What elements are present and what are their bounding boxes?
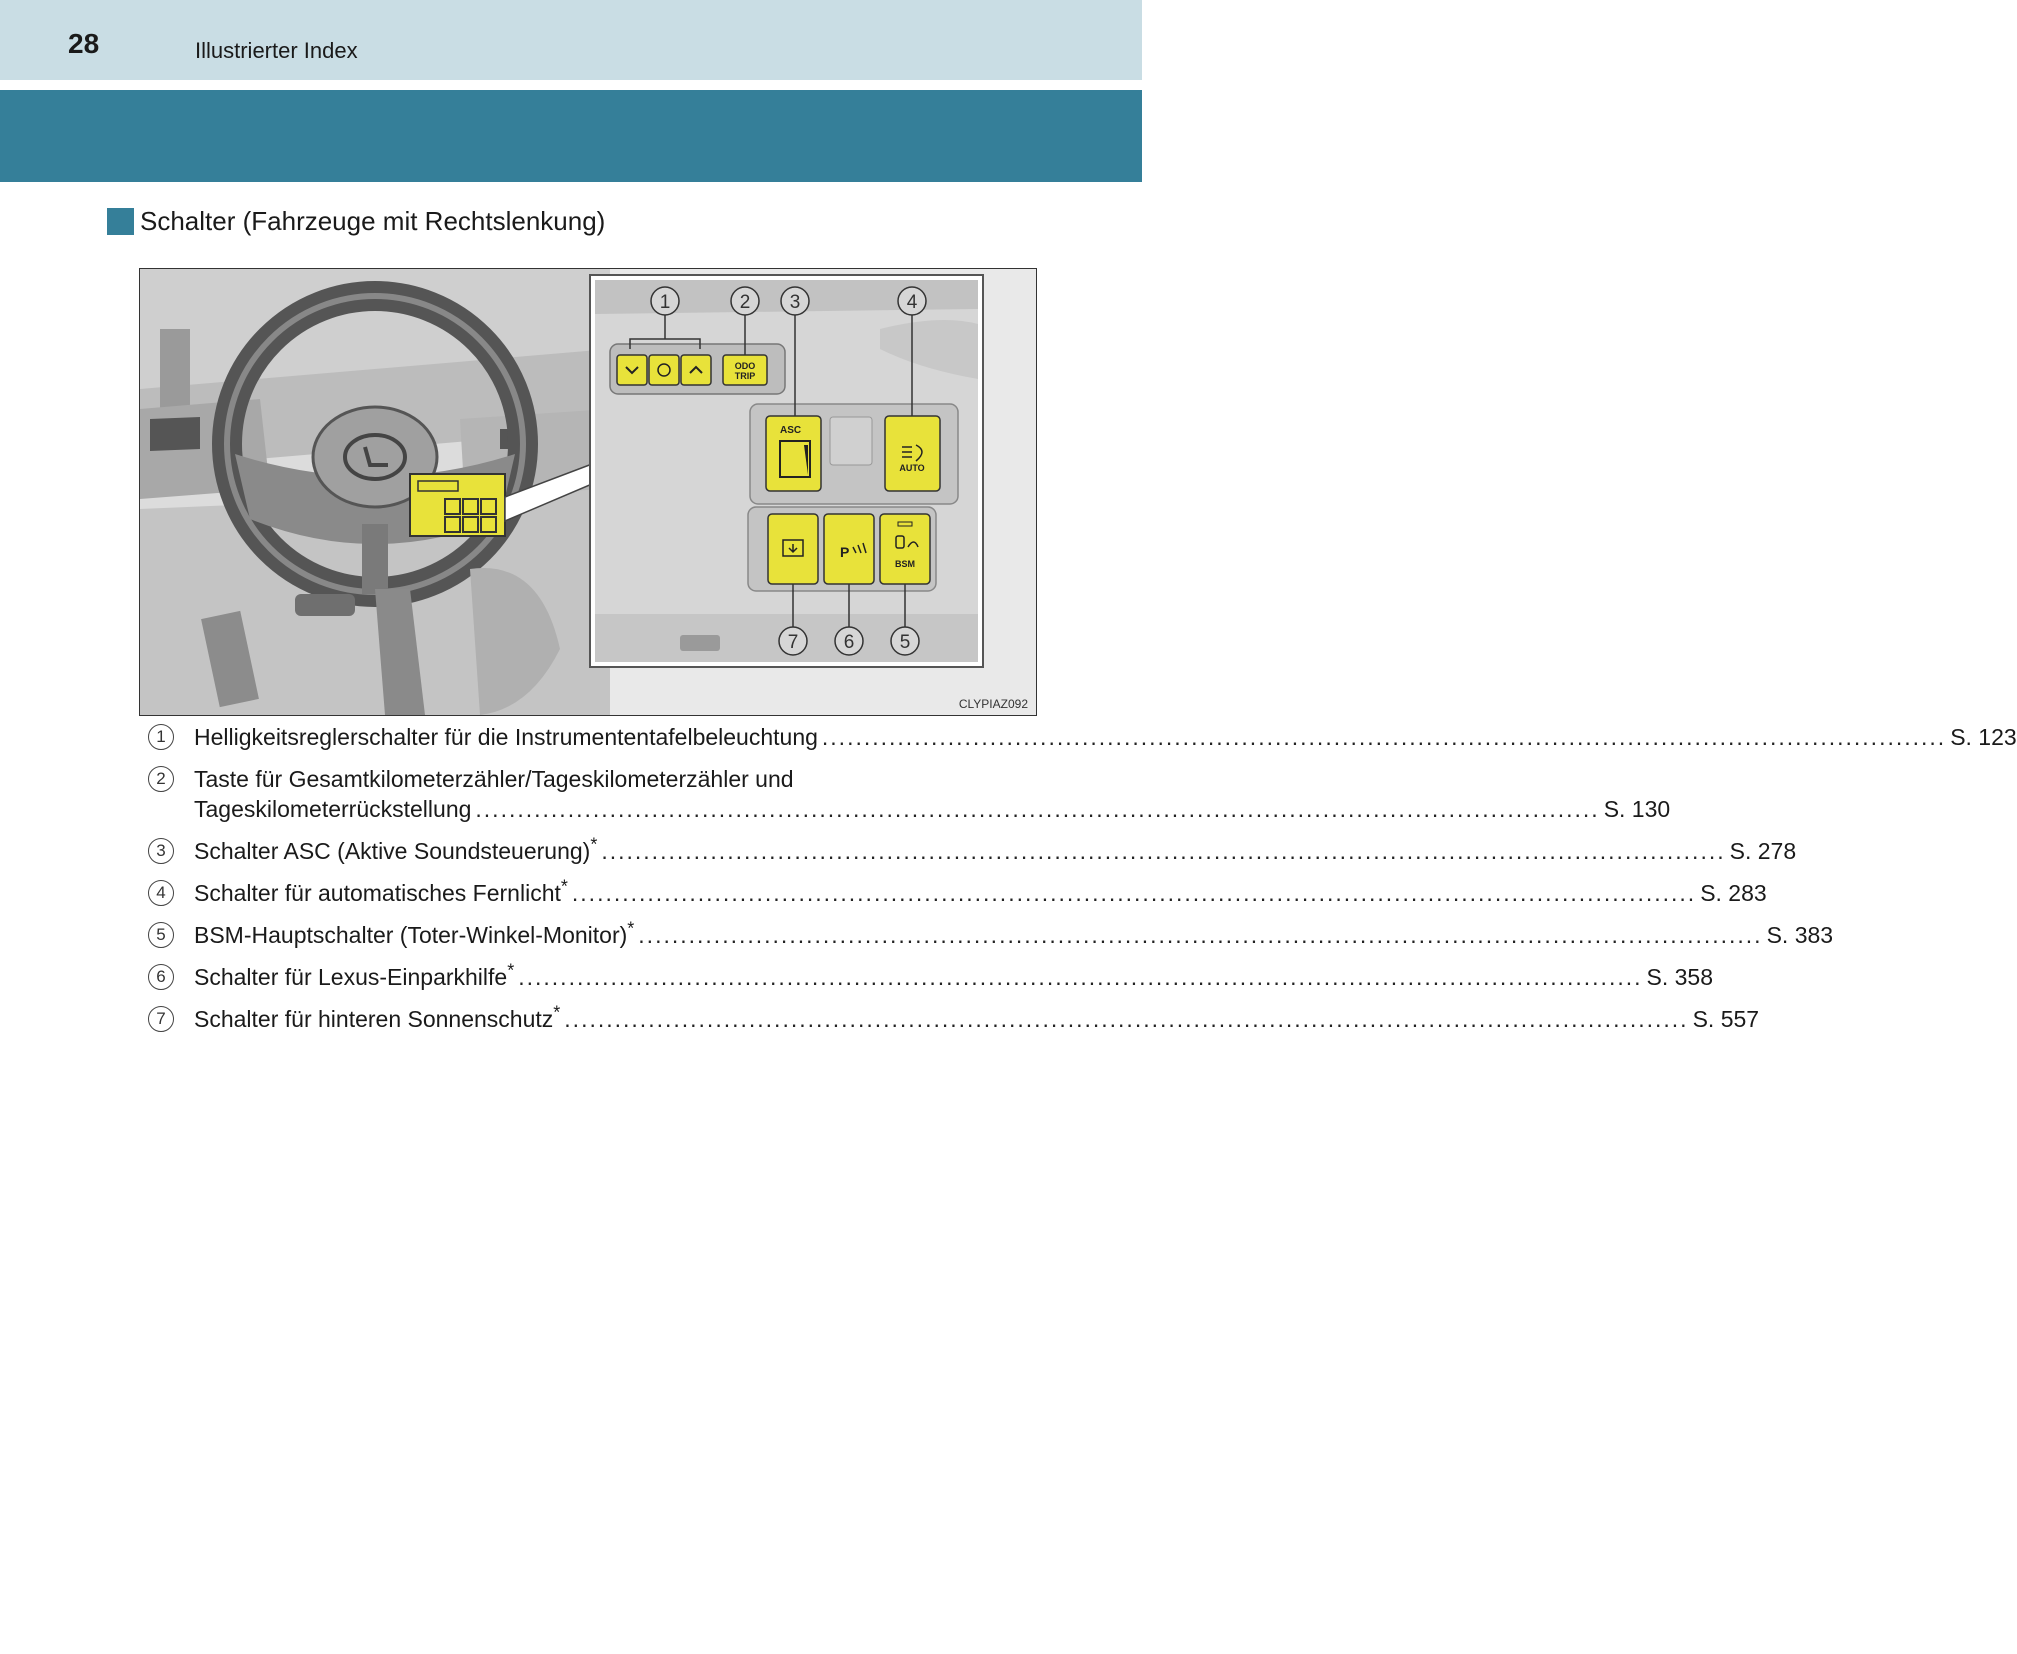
- item-label: Schalter für automatisches Fernlicht: [194, 880, 561, 906]
- trip-label: TRIP: [734, 371, 756, 381]
- section-heading: [107, 206, 605, 237]
- page-reference-link[interactable]: S. 557: [1692, 1006, 1760, 1032]
- page-reference-link[interactable]: S. 283: [1700, 880, 1767, 906]
- interior-drawing: [140, 269, 610, 715]
- item-number: 1: [148, 724, 174, 750]
- page-reference-link[interactable]: S. 358: [1646, 964, 1714, 990]
- callout-5: [891, 627, 919, 655]
- switch-index-list: [148, 722, 2017, 1046]
- item-label: Schalter ASC (Aktive Soundsteuerung): [194, 838, 591, 864]
- page-number: 28: [68, 28, 100, 59]
- item-number: 4: [148, 880, 174, 906]
- list-item: [148, 1002, 1760, 1034]
- footnote-star: *: [507, 960, 515, 981]
- item-number: 5: [148, 922, 174, 948]
- heading-square-icon: [107, 208, 134, 235]
- callout-7: [779, 627, 807, 655]
- list-item: [148, 960, 1714, 992]
- dashboard-illustration: [139, 268, 1037, 716]
- callout-1: [651, 287, 679, 315]
- callout-2: [731, 287, 759, 315]
- item-label: Helligkeitsreglerschalter für die Instrumententafelbeleuchtung: [194, 724, 818, 750]
- item-number: 6: [148, 964, 174, 990]
- svg-text:4: 4: [906, 292, 918, 313]
- figure-code: CLYPIAZ092: [958, 697, 1028, 711]
- switch-detail-panel: [590, 275, 983, 667]
- page-reference-link[interactable]: S. 278: [1729, 838, 1797, 864]
- item-label: BSM-Hauptschalter (Toter-Winkel-Monitor): [194, 922, 628, 948]
- item-number: 3: [148, 838, 174, 864]
- svg-text:6: 6: [843, 632, 855, 653]
- footnote-star: *: [560, 876, 568, 897]
- list-item: [148, 834, 1797, 866]
- leader-dots: [638, 920, 1762, 950]
- auto-label: AUTO: [899, 463, 925, 473]
- asc-label: ASC: [780, 425, 802, 436]
- svg-text:2: 2: [739, 292, 751, 313]
- list-item: [148, 918, 1834, 950]
- page-reference-link[interactable]: S. 383: [1766, 922, 1834, 948]
- item-label: Schalter für Lexus-Einparkhilfe: [194, 964, 508, 990]
- page-reference-link[interactable]: S. 130: [1603, 796, 1671, 822]
- park-label: P: [840, 544, 850, 560]
- list-item: [148, 876, 1767, 908]
- item-label: Schalter für hinteren Sonnenschutz: [194, 1006, 554, 1032]
- svg-text:3: 3: [789, 292, 801, 313]
- list-item: [148, 722, 2017, 752]
- callout-6: [835, 627, 863, 655]
- svg-text:5: 5: [899, 632, 911, 653]
- footnote-star: *: [590, 834, 598, 855]
- svg-text:7: 7: [787, 632, 799, 653]
- leader-dots: [572, 878, 1696, 908]
- item-label-continued: Tageskilometerrückstellung: [194, 796, 472, 822]
- item-label: Taste für Gesamtkilometerzähler/Tageskilometerzähler und: [194, 766, 794, 792]
- list-item: [148, 764, 1671, 824]
- header-band: [0, 0, 1142, 80]
- bsm-label: BSM: [895, 559, 915, 569]
- odo-label: ODO: [734, 361, 756, 371]
- heading-title: Schalter (Fahrzeuge mit Rechtslenkung): [140, 206, 606, 236]
- footnote-star: *: [553, 1002, 561, 1023]
- header-bar: [0, 90, 1142, 182]
- item-number: 7: [148, 1006, 174, 1032]
- section-title: Illustrierter Index: [195, 38, 358, 63]
- leader-dots: [601, 836, 1725, 866]
- leader-dots: [475, 794, 1599, 824]
- footnote-star: *: [627, 918, 635, 939]
- leader-dots: [822, 722, 1946, 752]
- item-number: 2: [148, 766, 174, 792]
- callout-4: [898, 287, 926, 315]
- illustration-svg: [140, 269, 1036, 715]
- leader-dots: [564, 1004, 1688, 1034]
- page-reference-link[interactable]: S. 123: [1950, 724, 2017, 750]
- svg-text:1: 1: [659, 292, 671, 313]
- leader-dots: [518, 962, 1642, 992]
- callout-3: [781, 287, 809, 315]
